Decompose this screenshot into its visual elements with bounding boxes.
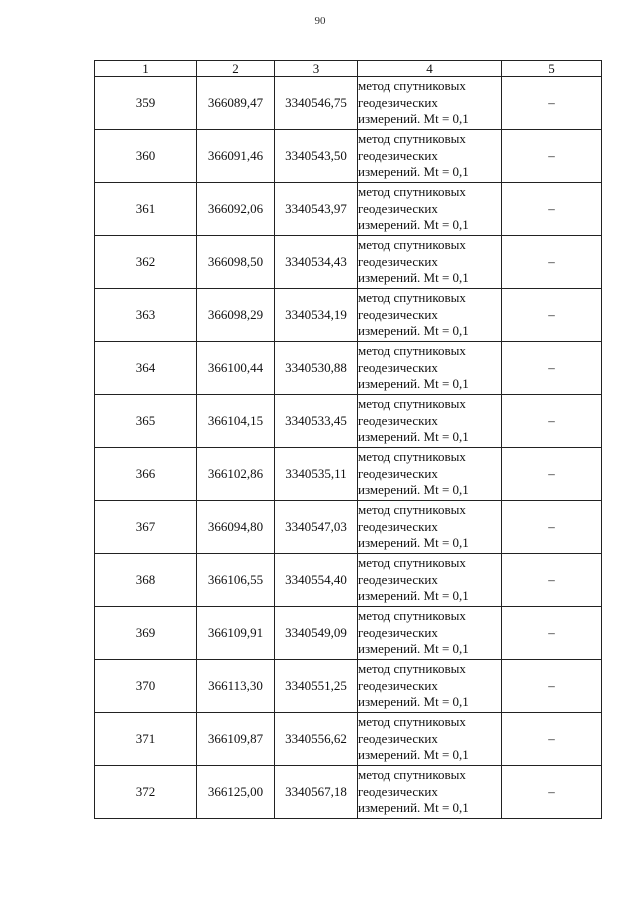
method-text-line: геодезических	[358, 253, 438, 269]
y-coordinate-cell: 3340556,62	[275, 713, 358, 766]
method-cell	[358, 766, 502, 819]
y-coordinate-cell: 3340534,19	[275, 289, 358, 342]
point-number-cell: 370	[95, 660, 197, 713]
method-cell	[358, 448, 502, 501]
method-cell	[358, 236, 502, 289]
method-text-line: метод спутниковых	[358, 767, 466, 783]
method-text-line: измерений. Mt = 0,1	[358, 747, 469, 763]
y-coordinate-cell: 3340543,50	[275, 130, 358, 183]
method-text-line: метод спутниковых	[358, 78, 466, 94]
header-col-1: 1	[95, 61, 197, 77]
method-cell	[358, 183, 502, 236]
x-coordinate-cell: 366109,87	[197, 713, 275, 766]
x-coordinate-cell: 366102,86	[197, 448, 275, 501]
x-coordinate-cell: 366104,15	[197, 395, 275, 448]
table-header	[95, 61, 602, 77]
x-coordinate-cell: 366089,47	[197, 77, 275, 130]
method-text-line: метод спутниковых	[358, 714, 466, 730]
column-5-cell: –	[502, 448, 602, 501]
method-text-line: метод спутниковых	[358, 661, 466, 677]
column-5-cell: –	[502, 130, 602, 183]
method-text-line: измерений. Mt = 0,1	[358, 429, 469, 445]
method-cell	[358, 713, 502, 766]
table-row	[95, 289, 602, 342]
y-coordinate-cell: 3340533,45	[275, 395, 358, 448]
y-coordinate-cell: 3340567,18	[275, 766, 358, 819]
method-text-line: метод спутниковых	[358, 184, 466, 200]
y-coordinate-cell: 3340549,09	[275, 607, 358, 660]
x-coordinate-cell: 366098,50	[197, 236, 275, 289]
table-row	[95, 130, 602, 183]
y-coordinate-cell: 3340534,43	[275, 236, 358, 289]
table-body	[95, 77, 602, 819]
point-number-cell: 371	[95, 713, 197, 766]
point-number-cell: 366	[95, 448, 197, 501]
column-5-cell: –	[502, 289, 602, 342]
y-coordinate-cell: 3340547,03	[275, 501, 358, 554]
column-5-cell: –	[502, 395, 602, 448]
method-text-line: геодезических	[358, 412, 438, 428]
method-cell	[358, 607, 502, 660]
header-col-3: 3	[275, 61, 358, 77]
method-text-line: измерений. Mt = 0,1	[358, 694, 469, 710]
method-cell	[358, 77, 502, 130]
x-coordinate-cell: 366109,91	[197, 607, 275, 660]
point-number-cell: 363	[95, 289, 197, 342]
method-text-line: метод спутниковых	[358, 396, 466, 412]
point-number-cell: 359	[95, 77, 197, 130]
method-text-line: измерений. Mt = 0,1	[358, 482, 469, 498]
method-text-line: метод спутниковых	[358, 449, 466, 465]
coordinates-table	[94, 60, 602, 819]
method-cell	[358, 395, 502, 448]
y-coordinate-cell: 3340546,75	[275, 77, 358, 130]
page-number: 90	[314, 15, 326, 27]
table-row	[95, 395, 602, 448]
header-row	[95, 61, 602, 77]
table-row	[95, 342, 602, 395]
method-text-line: геодезических	[358, 730, 438, 746]
method-text-line: метод спутниковых	[358, 131, 466, 147]
x-coordinate-cell: 366091,46	[197, 130, 275, 183]
table-row	[95, 236, 602, 289]
method-text-line: метод спутниковых	[358, 290, 466, 306]
x-coordinate-cell: 366100,44	[197, 342, 275, 395]
column-5-cell: –	[502, 607, 602, 660]
table-row	[95, 660, 602, 713]
header-col-4: 4	[358, 61, 502, 77]
table-row	[95, 607, 602, 660]
x-coordinate-cell: 366094,80	[197, 501, 275, 554]
method-text-line: геодезических	[358, 783, 438, 799]
method-text-line: геодезических	[358, 465, 438, 481]
method-text-line: геодезических	[358, 624, 438, 640]
method-text-line: геодезических	[358, 518, 438, 534]
point-number-cell: 362	[95, 236, 197, 289]
method-text-line: метод спутниковых	[358, 502, 466, 518]
method-text-line: измерений. Mt = 0,1	[358, 800, 469, 816]
method-cell	[358, 289, 502, 342]
method-text-line: метод спутниковых	[358, 608, 466, 624]
method-text-line: измерений. Mt = 0,1	[358, 164, 469, 180]
point-number-cell: 372	[95, 766, 197, 819]
column-5-cell: –	[502, 713, 602, 766]
method-text-line: геодезических	[358, 359, 438, 375]
x-coordinate-cell: 366125,00	[197, 766, 275, 819]
method-text-line: измерений. Mt = 0,1	[358, 535, 469, 551]
table-row	[95, 501, 602, 554]
y-coordinate-cell: 3340530,88	[275, 342, 358, 395]
point-number-cell: 367	[95, 501, 197, 554]
method-text-line: измерений. Mt = 0,1	[358, 588, 469, 604]
column-5-cell: –	[502, 554, 602, 607]
point-number-cell: 369	[95, 607, 197, 660]
method-cell	[358, 342, 502, 395]
method-text-line: геодезических	[358, 147, 438, 163]
method-text-line: измерений. Mt = 0,1	[358, 323, 469, 339]
point-number-cell: 361	[95, 183, 197, 236]
method-text-line: измерений. Mt = 0,1	[358, 376, 469, 392]
table-row	[95, 77, 602, 130]
x-coordinate-cell: 366113,30	[197, 660, 275, 713]
point-number-cell: 368	[95, 554, 197, 607]
x-coordinate-cell: 366106,55	[197, 554, 275, 607]
y-coordinate-cell: 3340554,40	[275, 554, 358, 607]
table-row	[95, 554, 602, 607]
method-text-line: геодезических	[358, 306, 438, 322]
y-coordinate-cell: 3340543,97	[275, 183, 358, 236]
method-text-line: измерений. Mt = 0,1	[358, 641, 469, 657]
method-text-line: геодезических	[358, 571, 438, 587]
column-5-cell: –	[502, 183, 602, 236]
x-coordinate-cell: 366092,06	[197, 183, 275, 236]
table-row	[95, 183, 602, 236]
y-coordinate-cell: 3340551,25	[275, 660, 358, 713]
column-5-cell: –	[502, 236, 602, 289]
method-text-line: измерений. Mt = 0,1	[358, 217, 469, 233]
x-coordinate-cell: 366098,29	[197, 289, 275, 342]
column-5-cell: –	[502, 766, 602, 819]
method-cell	[358, 501, 502, 554]
point-number-cell: 365	[95, 395, 197, 448]
table-row	[95, 713, 602, 766]
method-cell	[358, 554, 502, 607]
method-text-line: измерений. Mt = 0,1	[358, 111, 469, 127]
method-text-line: геодезических	[358, 200, 438, 216]
header-col-2: 2	[197, 61, 275, 77]
column-5-cell: –	[502, 342, 602, 395]
method-cell	[358, 660, 502, 713]
column-5-cell: –	[502, 501, 602, 554]
point-number-cell: 360	[95, 130, 197, 183]
header-col-5: 5	[502, 61, 602, 77]
table-row	[95, 448, 602, 501]
method-text-line: геодезических	[358, 94, 438, 110]
column-5-cell: –	[502, 77, 602, 130]
method-text-line: метод спутниковых	[358, 343, 466, 359]
table-row	[95, 766, 602, 819]
method-text-line: геодезических	[358, 677, 438, 693]
method-text-line: метод спутниковых	[358, 555, 466, 571]
y-coordinate-cell: 3340535,11	[275, 448, 358, 501]
method-cell	[358, 130, 502, 183]
method-text-line: измерений. Mt = 0,1	[358, 270, 469, 286]
column-5-cell: –	[502, 660, 602, 713]
point-number-cell: 364	[95, 342, 197, 395]
method-text-line: метод спутниковых	[358, 237, 466, 253]
